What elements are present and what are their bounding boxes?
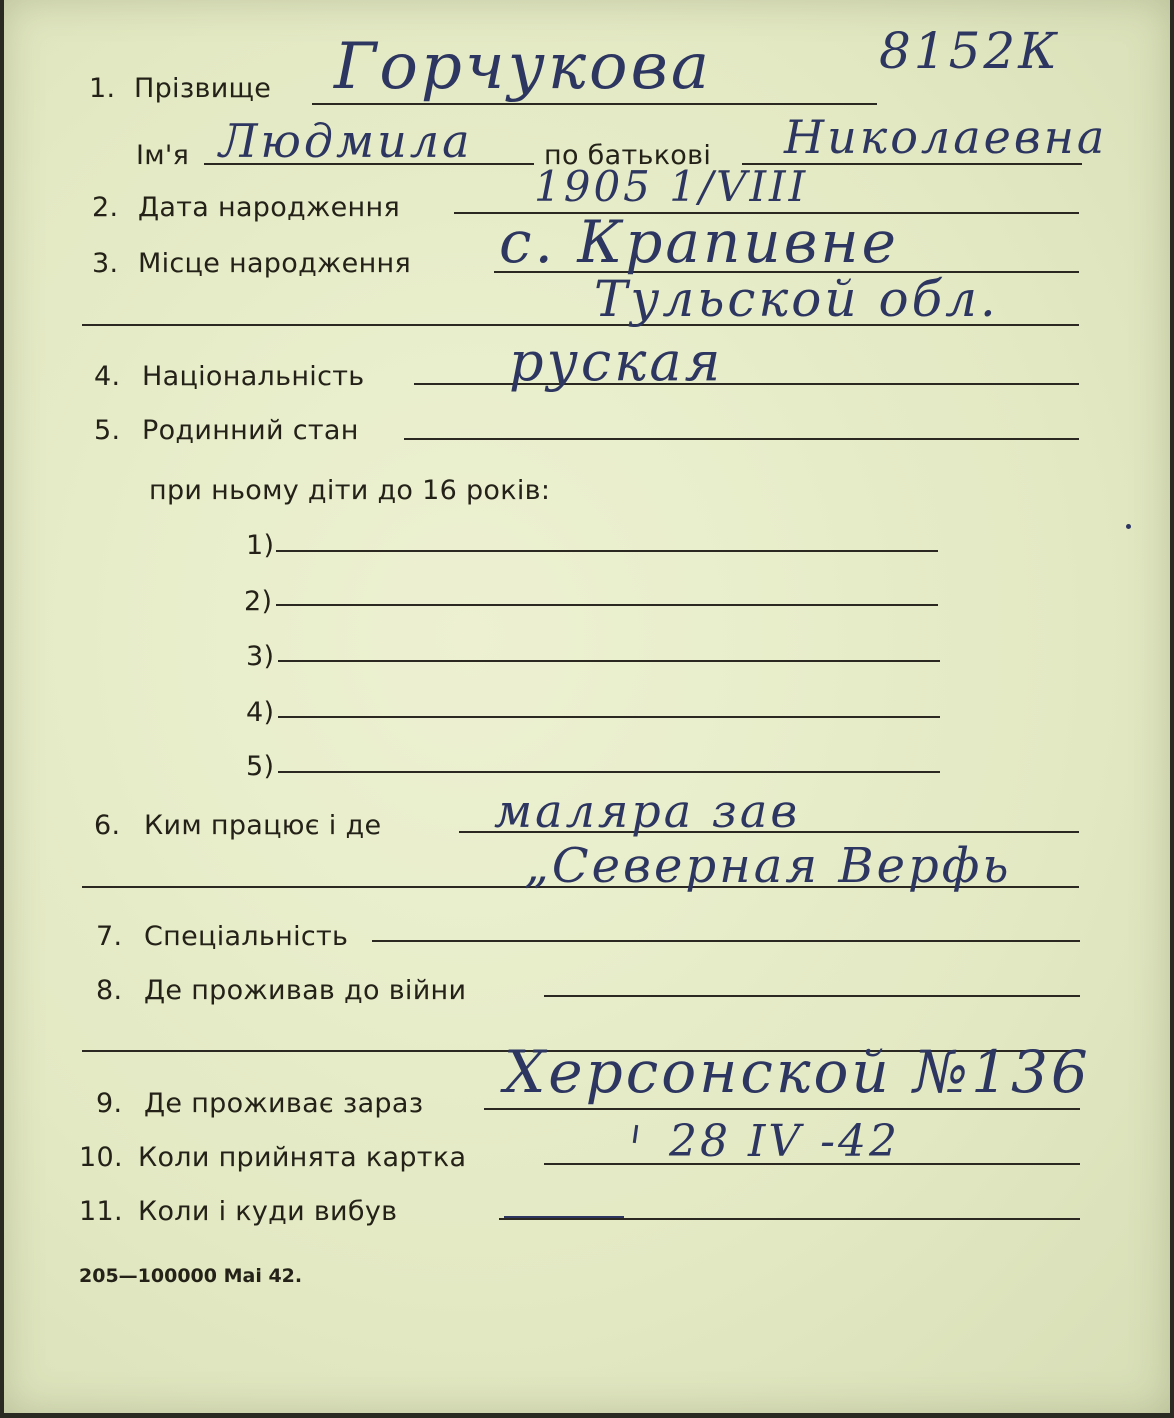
- children-label: при ньому діти до 16 років:: [149, 475, 551, 506]
- child-5-line: [278, 771, 940, 773]
- card-accepted-value: 28 IV -42: [669, 1116, 900, 1167]
- child-2-number: 2): [244, 586, 273, 617]
- birth-place-value: с. Крапивне: [499, 208, 899, 276]
- field-number-3: 3.: [92, 248, 119, 279]
- birth-date-label: Дата народження: [138, 192, 401, 223]
- specialty-line: [372, 940, 1080, 942]
- print-code: 205—100000 Mai 42.: [79, 1265, 303, 1287]
- child-3-number: 3): [246, 641, 275, 672]
- surname-value: Горчукова: [334, 30, 712, 104]
- family-status-label: Родинний стан: [142, 415, 359, 446]
- family-status-line: [404, 438, 1079, 440]
- nationality-value: руская: [509, 330, 724, 393]
- current-residence-line: [484, 1108, 1080, 1110]
- patronymic-label: по батькові: [544, 140, 712, 171]
- child-4-number: 4): [246, 697, 275, 728]
- surname-label: Прізвище: [134, 73, 272, 104]
- departure-pen-line: [504, 1216, 624, 1218]
- field-number-11: 11.: [79, 1196, 123, 1227]
- ink-dot: [1126, 524, 1131, 529]
- patronymic-value: Николаевна: [784, 110, 1108, 164]
- field-number-9: 9.: [96, 1088, 123, 1119]
- birth-place-value-2: Тульской обл.: [594, 270, 999, 328]
- field-number-4: 4.: [94, 361, 121, 392]
- field-number-10: 10.: [79, 1142, 123, 1173]
- occupation-value-2: „Северная Верфь: [524, 838, 1012, 894]
- occupation-value: маляра зав: [494, 784, 801, 838]
- card-accepted-label: Коли прийнята картка: [138, 1142, 467, 1173]
- child-4-line: [278, 716, 940, 718]
- first-name-label: Ім'я: [136, 140, 190, 171]
- occupation-label: Ким працює і де: [144, 810, 382, 841]
- card-number: 8152К: [879, 22, 1060, 80]
- birth-date-value: 1905 1/VIII: [534, 162, 809, 211]
- pen-stroke: [633, 1125, 638, 1143]
- current-residence-value: Херсонской №136: [504, 1038, 1091, 1106]
- child-1-line: [276, 550, 938, 552]
- first-name-value: Людмила: [219, 114, 473, 168]
- prewar-residence-line: [544, 995, 1080, 997]
- specialty-label: Спеціальність: [144, 921, 349, 952]
- current-residence-label: Де проживає зараз: [144, 1088, 424, 1119]
- prewar-residence-label: Де проживав до війни: [144, 975, 467, 1006]
- registration-card: [4, 0, 1170, 1413]
- nationality-label: Національність: [142, 361, 365, 392]
- field-number-8: 8.: [96, 975, 123, 1006]
- field-number-2: 2.: [92, 192, 119, 223]
- child-1-number: 1): [246, 530, 275, 561]
- child-3-line: [278, 660, 940, 662]
- departure-line: [499, 1218, 1080, 1220]
- field-number-7: 7.: [96, 921, 123, 952]
- child-5-number: 5): [246, 751, 275, 782]
- field-number-6: 6.: [94, 810, 121, 841]
- departure-label: Коли і куди вибув: [138, 1196, 398, 1227]
- child-2-line: [276, 604, 938, 606]
- field-number-1: 1.: [89, 73, 116, 104]
- birth-place-label: Місце народження: [138, 248, 412, 279]
- field-number-5: 5.: [94, 415, 121, 446]
